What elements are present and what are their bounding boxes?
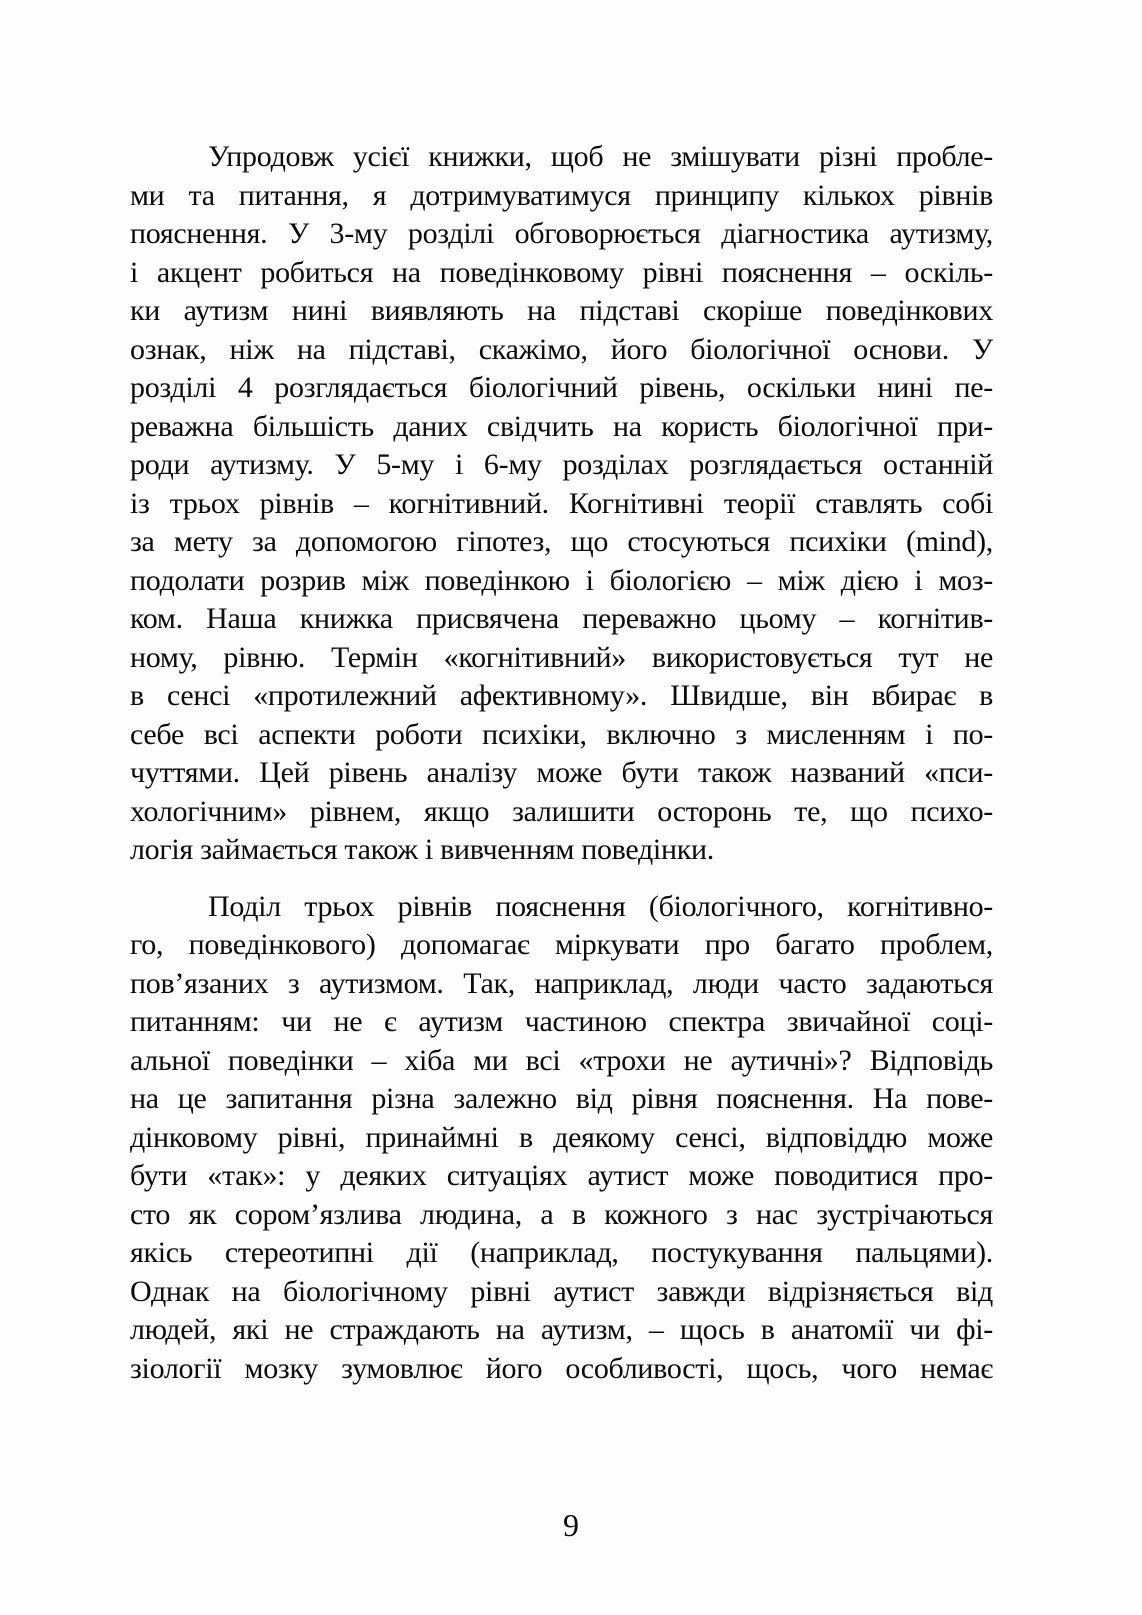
text-line: на це запитання різна залежно від рівня пояснення. На пове- [130,1082,993,1115]
text-line: ком. Наша книжка присвячена переважно цьому – когнітив- [130,602,993,635]
text-line: чуттями. Цей рівень аналізу може бути також названий «пси- [130,756,993,789]
text-line: ки аутизм нині виявляють на підставі скоріше поведінкових [130,294,993,327]
page-number: 9 [563,1507,579,1543]
text-line: реважна більшість даних свідчить на користь біологічної при- [130,409,993,443]
text-line: дінковому рівні, принаймні в деякому сенсі, відповіддю може [130,1120,993,1154]
text-line: Поділ трьох рівнів пояснення (біологічного, когнітивно- [208,889,993,923]
text-line: логія займається також і вивченням поведінки. [130,833,714,866]
text-line: Однак на біологічному рівні аутист завжди відрізняється від [130,1274,993,1308]
text-line: ознак, ніж на підставі, скажімо, його біологічної основи. У [130,332,993,366]
text-line: сто як сором’язлива людина, а в кожного з нас зустрічаються [130,1197,993,1231]
paragraph [130,888,993,1389]
text-line: альної поведінки – хіба ми всі «трохи не аутичні»? Відповідь [130,1043,993,1077]
paragraph [130,138,993,870]
text-line: себе всі аспекти роботи психіки, включно з мисленням і по- [130,717,993,751]
text-line: зіології мозку зумовлює його особливості, щось, чого немає [130,1351,993,1385]
text-line: питанням: чи не є аутизм частиною спектра звичайної соці- [130,1005,993,1038]
text-line: розділі 4 розглядається біологічний рівень, оскільки нині пе- [130,371,993,404]
text-line: хологічним» рівнем, якщо залишити осторонь те, що психо- [130,794,993,828]
text-line: ми та питання, я дотримуватимуся принципу кількох рівнів [130,178,993,212]
text-line: пояснення. У 3-му розділі обговорюється діагностика аутизму, [130,217,993,250]
text-line: пов’язаних з аутизмом. Так, наприклад, люди часто задаються [130,966,993,1000]
text-line: го, поведінкового) допомагає міркувати про багато проблем, [130,928,993,961]
body-text [130,138,993,1388]
text-line: подолати розрив між поведінкою і біологією – між дією і моз- [130,563,993,597]
text-line: якісь стереотипні дії (наприклад, постукування пальцями). [130,1236,993,1269]
text-line: людей, які не страждають на аутизм, – щось в анатомії чи фі- [130,1313,993,1346]
text-line: ному, рівню. Термін «когнітивний» використовується тут не [130,640,993,674]
text-line: в сенсі «протилежний афективному». Швидше, він вбирає в [130,679,993,712]
text-line: із трьох рівнів – когнітивний. Когнітивні теорії ставлять собі [130,486,993,520]
text-line: бути «так»: у деяких ситуаціях аутист може поводитися про- [130,1159,993,1192]
text-line: і акцент робиться на поведінковому рівні пояснення – оскіль- [130,255,993,289]
text-line: роди аутизму. У 5-му і 6-му розділах розглядається останній [130,448,993,481]
text-line: за мету за допомогою гіпотез, що стосуються психіки (mind), [130,525,993,558]
text-line: Упродовж усієї книжки, щоб не змішувати різні пробле- [208,140,993,173]
